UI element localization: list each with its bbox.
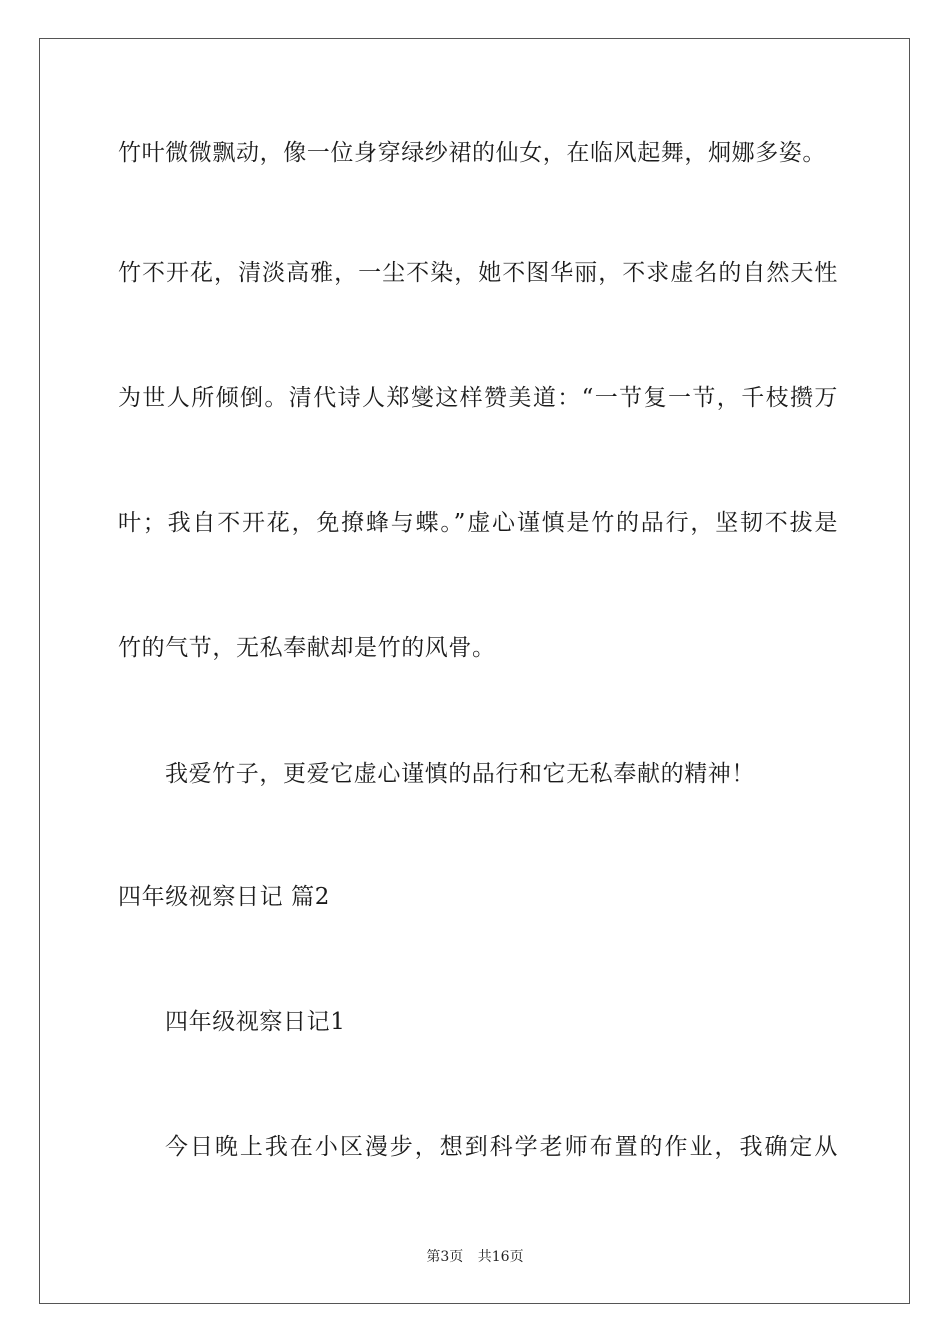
- body-text-line: 我爱竹子，更爱它虚心谨慎的品行和它无私奉献的精神！: [165, 761, 755, 787]
- page-total: 共16页: [477, 1249, 524, 1265]
- page-footer: [0, 1248, 950, 1266]
- page-border: [39, 38, 910, 1304]
- body-text-line: 竹叶微微飘动，像一位身穿绿纱裙的仙女，在临风起舞，炯娜多姿。: [118, 140, 826, 166]
- body-text-line: 今日晚上我在小区漫步，想到科学老师布置的作业，我确定从: [165, 1134, 838, 1160]
- sub-heading: 四年级视察日记1: [165, 1009, 346, 1035]
- body-text-line: 叶；我自不开花，免撩蜂与蝶。”虚心谨慎是竹的品行，坚韧不拔是: [118, 510, 838, 536]
- section-heading: 四年级视察日记 篇2: [118, 884, 330, 910]
- body-text-line: 为世人所倾倒。清代诗人郑燮这样赞美道：“一节复一节，千枝攒万: [118, 385, 838, 411]
- body-text-line: 竹的气节，无私奉献却是竹的风骨。: [118, 635, 496, 661]
- body-text-line: 竹不开花，清淡高雅，一尘不染，她不图华丽，不求虚名的自然天性: [118, 260, 838, 286]
- page-number: 第3页: [426, 1249, 464, 1265]
